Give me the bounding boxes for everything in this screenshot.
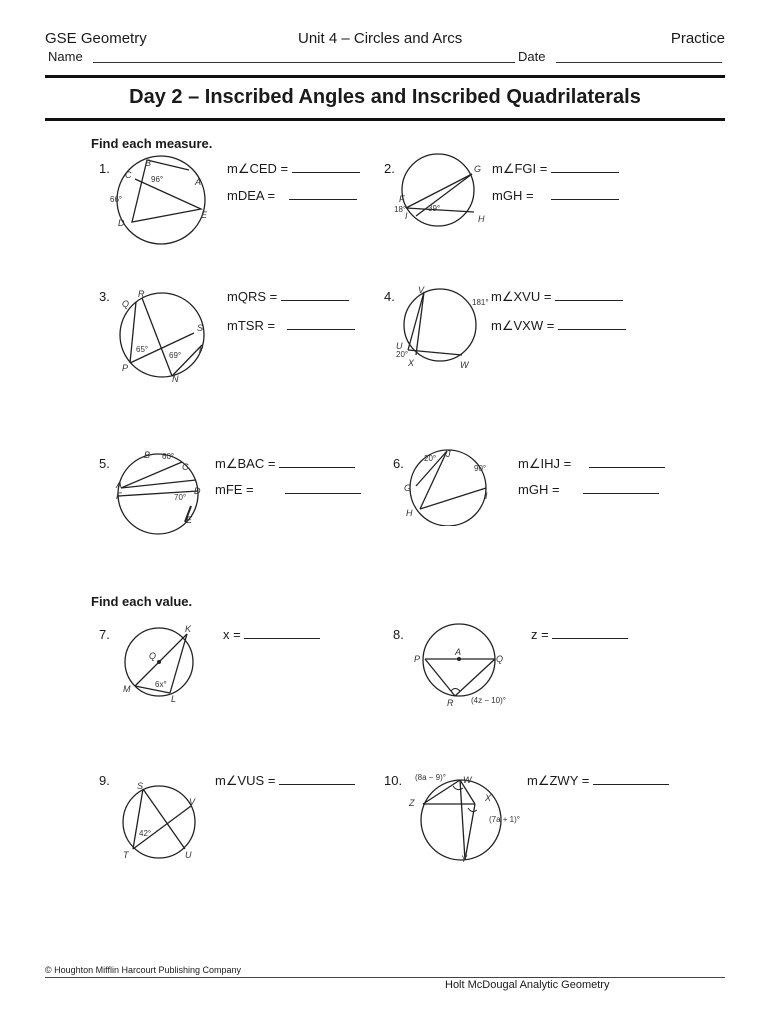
- angle-42: 42°: [139, 829, 152, 838]
- problem-5-q2-text: mFE =: [215, 482, 254, 497]
- date-field[interactable]: [556, 50, 722, 63]
- problem-4-q2: [491, 318, 626, 334]
- angle-20: 20°: [424, 454, 437, 463]
- angle-90: 90°: [474, 464, 487, 473]
- problem-1-diagram: [105, 152, 225, 252]
- label-E: E: [201, 210, 208, 220]
- problem-7-q1-text: x =: [223, 627, 241, 642]
- problem-9-q1: [215, 773, 355, 789]
- problem-5-q1-answer[interactable]: [279, 456, 355, 468]
- problem-5-number: 5.: [99, 456, 110, 471]
- section-find-value: Find each value.: [91, 594, 193, 609]
- label-X: X: [408, 358, 415, 368]
- problem-5-q2: [215, 482, 361, 497]
- label-B: B: [144, 450, 151, 460]
- problem-10-diagram: [405, 770, 535, 865]
- label-W: W: [460, 360, 469, 370]
- label-I: I: [485, 491, 488, 501]
- angle-7a: (7a + 1)°: [489, 815, 520, 824]
- footer-rule: [45, 977, 725, 978]
- problem-7-q1-answer[interactable]: [244, 627, 320, 639]
- label-A: A: [116, 480, 123, 490]
- problem-4-number: 4.: [384, 289, 395, 304]
- problem-9-number: 9.: [99, 773, 110, 788]
- label-K: K: [185, 624, 192, 634]
- label-H: H: [406, 508, 413, 518]
- label-G: G: [404, 483, 412, 493]
- problem-3-q1-answer[interactable]: [281, 289, 349, 301]
- problem-8-number: 8.: [393, 627, 404, 642]
- label-Z: Z: [409, 798, 415, 808]
- problem-9-diagram: [115, 778, 210, 870]
- label-F: F: [399, 194, 405, 204]
- date-label: Date: [518, 49, 546, 64]
- problem-9-q1-answer[interactable]: [279, 773, 355, 785]
- problem-6-diagram: [402, 446, 507, 526]
- label-P: P: [122, 363, 129, 373]
- label-B: B: [145, 158, 152, 168]
- problem-1-q1: [227, 161, 360, 177]
- problem-6-q1: [518, 456, 665, 472]
- page-title: Day 2 – Inscribed Angles and Inscribed Quadrilaterals: [129, 86, 641, 108]
- problem-1-q2-answer[interactable]: [289, 188, 357, 200]
- course-name: GSE Geometry: [45, 30, 147, 47]
- label-Q: Q: [496, 654, 504, 664]
- label-C: C: [182, 462, 189, 472]
- angle-20: 20°: [396, 350, 409, 359]
- label-U: U: [185, 850, 192, 860]
- label-E: E: [186, 515, 193, 525]
- label-J: J: [446, 449, 451, 459]
- problem-2-q2-answer[interactable]: [551, 188, 619, 200]
- problem-10-q1-answer[interactable]: [593, 773, 669, 785]
- problem-6-q2: [518, 482, 659, 497]
- angle-69: 69°: [169, 351, 182, 360]
- label-N: N: [172, 374, 179, 384]
- section-find-measure: Find each measure.: [91, 136, 213, 151]
- problem-3-q1-text: mQRS =: [227, 289, 278, 304]
- problem-4-q2-text: m∠VXW =: [491, 318, 555, 333]
- problem-3-q2: [227, 318, 355, 333]
- problem-2-number: 2.: [384, 161, 395, 176]
- title-rule-top: [45, 75, 725, 78]
- label-H: H: [478, 214, 485, 224]
- problem-2-q1: [492, 161, 619, 177]
- problem-7-number: 7.: [99, 627, 110, 642]
- unit-title: Unit 4 – Circles and Arcs: [298, 30, 463, 47]
- problem-7-diagram: [115, 620, 205, 708]
- label-Y: Y: [461, 854, 468, 864]
- problem-3-number: 3.: [99, 289, 110, 304]
- label-Q: Q: [122, 299, 130, 309]
- label-R: R: [138, 289, 145, 299]
- name-field[interactable]: [93, 50, 515, 63]
- problem-4-q2-answer[interactable]: [558, 318, 626, 330]
- label-V: V: [189, 797, 196, 807]
- worksheet-type: Practice: [670, 30, 725, 47]
- angle-18: 18°: [394, 205, 407, 214]
- angle-70: 70°: [174, 493, 187, 502]
- problem-3-q1: [227, 289, 349, 304]
- problem-4-q1: [491, 289, 623, 305]
- problem-8-q1-answer[interactable]: [552, 627, 628, 639]
- angle-60: 60°: [162, 452, 175, 461]
- problem-10-q1-text: m∠ZWY =: [527, 773, 590, 788]
- problem-9-q1-text: m∠VUS =: [215, 773, 276, 788]
- problem-2-diagram: [392, 152, 492, 232]
- label-W: W: [463, 775, 472, 785]
- label-P: P: [414, 654, 421, 664]
- angle-96: 96°: [151, 175, 164, 184]
- label-C: C: [125, 170, 132, 180]
- book-title: Holt McDougal Analytic Geometry: [445, 979, 610, 991]
- problem-1-q1-answer[interactable]: [292, 161, 360, 173]
- problem-5-q1-text: m∠BAC =: [215, 456, 276, 471]
- angle-8a: (8a − 9)°: [415, 773, 446, 782]
- label-A: A: [455, 647, 462, 657]
- label-M: M: [123, 684, 131, 694]
- label-T: T: [197, 346, 203, 356]
- problem-4-q1-text: m∠XVU =: [491, 289, 552, 304]
- label-L: L: [171, 694, 177, 704]
- problem-8-q1: [531, 627, 628, 642]
- problem-6-q1-text: m∠IHJ =: [518, 456, 572, 471]
- problem-6-q2-text: mGH =: [518, 482, 560, 497]
- label-F: F: [116, 491, 122, 501]
- label-T: T: [123, 850, 129, 860]
- problem-4-q1-answer[interactable]: [555, 289, 623, 301]
- copyright: © Houghton Mifflin Harcourt Publishing Company: [45, 965, 242, 975]
- angle-4z: (4z − 10)°: [471, 696, 506, 705]
- problem-4-diagram: [392, 283, 502, 375]
- problem-8-diagram: [405, 620, 525, 712]
- problem-3-q2-text: mTSR =: [227, 318, 276, 333]
- label-V: V: [418, 285, 425, 295]
- problem-10-number: 10.: [384, 773, 403, 788]
- label-X: X: [485, 793, 492, 803]
- problem-2-q1-text: m∠FGI =: [492, 161, 548, 176]
- label-Q: Q: [149, 651, 157, 661]
- problem-5-q2-answer[interactable]: [285, 482, 361, 494]
- label-S: S: [197, 323, 204, 333]
- angle-65: 65°: [136, 345, 149, 354]
- problem-2-q1-answer[interactable]: [551, 161, 619, 173]
- problem-1-q2-text: mDEA =: [227, 188, 276, 203]
- problem-3-diagram: [112, 285, 217, 390]
- problem-3-q2-answer[interactable]: [287, 318, 355, 330]
- problem-8-q1-text: z =: [531, 627, 549, 642]
- angle-6x: 6x°: [155, 680, 167, 689]
- problem-5-diagram: [112, 446, 217, 541]
- problem-5-q1: [215, 456, 355, 472]
- label-U: U: [396, 341, 403, 351]
- title-rule-bottom: [45, 118, 725, 121]
- problem-2-q2: [492, 188, 619, 203]
- problem-1-number: 1.: [99, 161, 110, 176]
- problem-1-q2: [227, 188, 357, 203]
- label-G: G: [474, 164, 482, 174]
- label-A: A: [195, 177, 202, 187]
- label-R: R: [447, 698, 454, 708]
- angle-181: 181°: [472, 298, 489, 307]
- label-D: D: [118, 218, 125, 228]
- problem-6-q2-answer[interactable]: [583, 482, 659, 494]
- label-S: S: [137, 781, 144, 791]
- label-I: I: [405, 211, 408, 221]
- problem-2-q2-text: mGH =: [492, 188, 534, 203]
- problem-10-q1: [527, 773, 669, 789]
- problem-1-q1-text: m∠CED =: [227, 161, 289, 176]
- problem-6-number: 6.: [393, 456, 404, 471]
- angle-39: 39°: [428, 204, 441, 213]
- problem-6-q1-answer[interactable]: [589, 456, 665, 468]
- label-D: D: [194, 486, 201, 496]
- name-label: Name: [48, 49, 83, 64]
- angle-66: 66°: [110, 195, 123, 204]
- problem-7-q1: [223, 627, 320, 642]
